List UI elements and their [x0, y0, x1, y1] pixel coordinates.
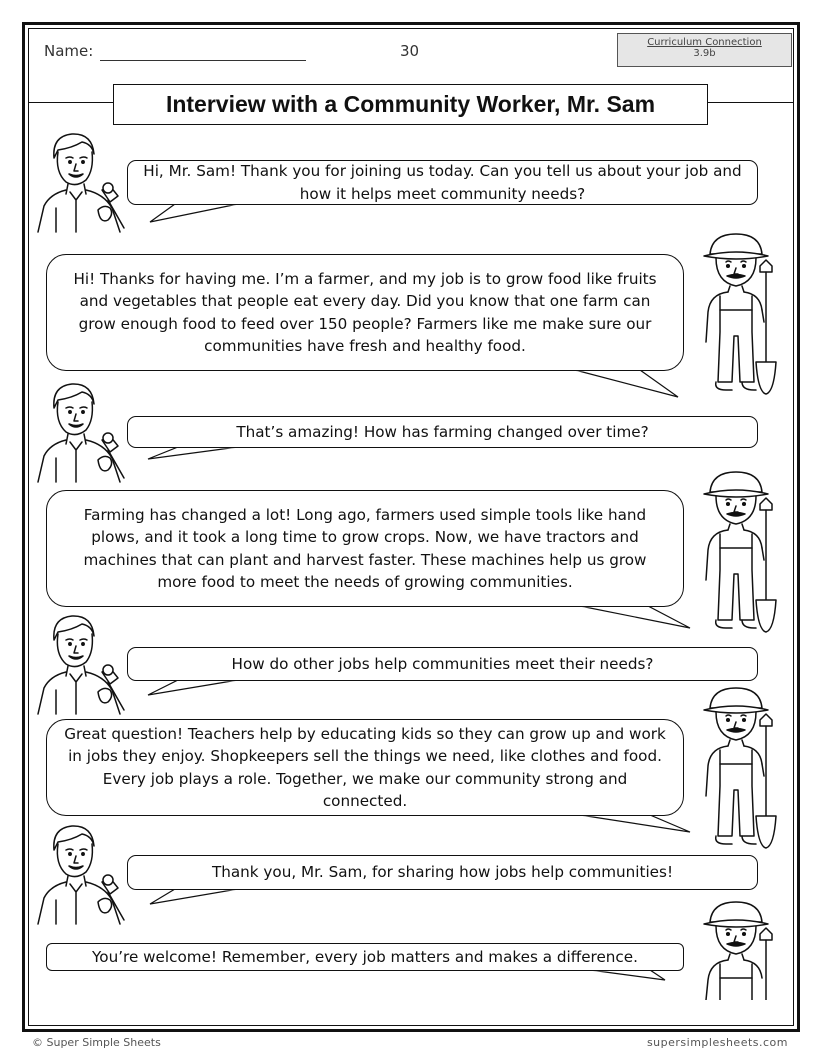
dialogue-bubble-interviewer-2: That’s amazing! How has farming changed over time? — [127, 416, 758, 448]
name-blank-line[interactable] — [100, 60, 306, 61]
footer-website: supersimplesheets.com — [646, 1036, 788, 1049]
interviewer-illustration — [34, 610, 129, 715]
dialogue-bubble-farmer-2: Farming has changed a lot! Long ago, farmers used simple tools like hand plows, and it took a long time to grow crops. Now, we have tractors and machines that can plant and harvest faster. These machines help us grow more food to meet the needs of growing communities. — [46, 490, 684, 607]
dialogue-bubble-farmer-4: You’re welcome! Remember, every job matters and makes a difference. — [46, 943, 684, 971]
curriculum-connection-box — [617, 33, 792, 67]
name-label: Name: — [44, 42, 94, 60]
curriculum-connection-code: 3.9b — [693, 48, 716, 59]
farmer-illustration — [700, 470, 790, 635]
dialogue-bubble-farmer-1: Hi! Thanks for having me. I’m a farmer, and my job is to grow food like fruits and vegetables that people eat every day. Did you know that one farm can grow enough food to feed over 150 people? Farmers like me make sure our communities have fresh and healthy food. — [46, 254, 684, 371]
worksheet-title: Interview with a Community Worker, Mr. Sam — [113, 84, 708, 125]
dialogue-bubble-interviewer-3: How do other jobs help communities meet their needs? — [127, 647, 758, 681]
page-number: 30 — [400, 42, 420, 60]
interviewer-illustration — [34, 820, 129, 925]
farmer-illustration — [700, 900, 790, 1000]
farmer-illustration — [700, 232, 790, 397]
footer-copyright: © Super Simple Sheets — [32, 1036, 161, 1049]
dialogue-bubble-interviewer-4: Thank you, Mr. Sam, for sharing how jobs help communities! — [127, 855, 758, 890]
curriculum-connection-title: Curriculum Connection — [647, 37, 762, 48]
interviewer-illustration — [34, 378, 129, 483]
dialogue-bubble-interviewer-1: Hi, Mr. Sam! Thank you for joining us today. Can you tell us about your job and how it helps meet community needs? — [127, 160, 758, 205]
interviewer-illustration — [34, 128, 129, 233]
farmer-illustration — [700, 686, 790, 851]
dialogue-bubble-farmer-3: Great question! Teachers help by educating kids so they can grow up and work in jobs they enjoy. Shopkeepers sell the things we need, like clothes and food. Every job plays a role. Together, we make our community strong and connected. — [46, 719, 684, 816]
